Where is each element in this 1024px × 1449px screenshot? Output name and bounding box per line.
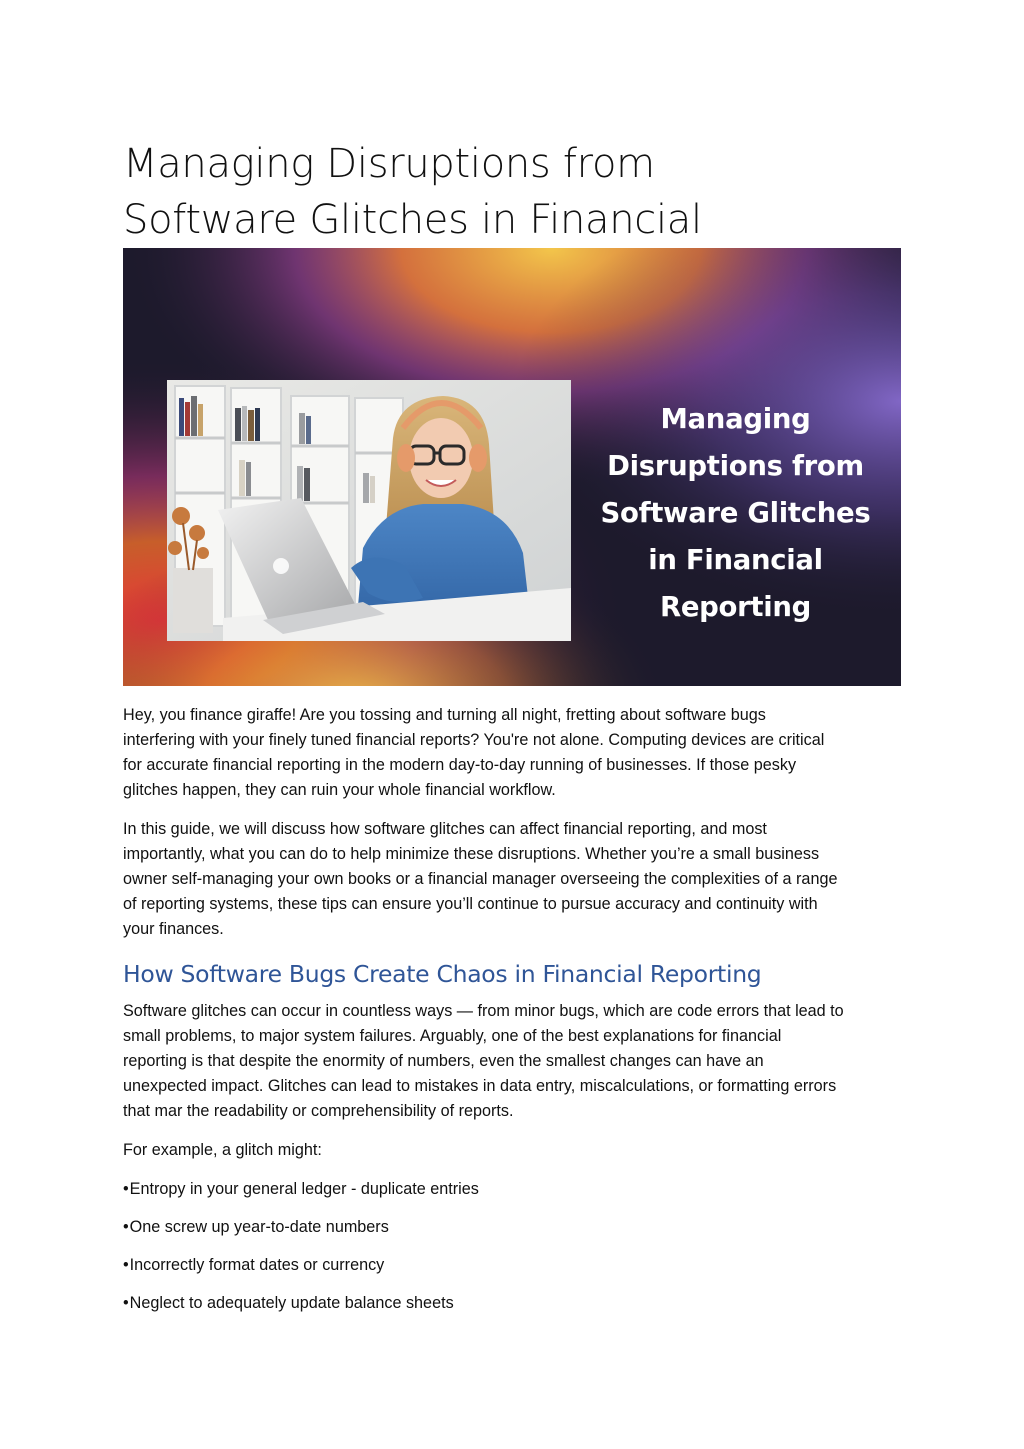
- list-item-text: One screw up year-to-date numbers: [129, 1218, 389, 1236]
- guide-line-1: In this guide, we will discuss how software glitches can affect financial reporting, and most: [123, 820, 767, 838]
- page-title: [123, 136, 901, 248]
- list-item-text: Entropy in your general ledger - duplicate entries: [129, 1180, 479, 1198]
- section-heading: How Software Bugs Create Chaos in Financial Reporting: [123, 960, 762, 988]
- hero-caption-line-3: Software Glitches: [600, 497, 871, 529]
- example-intro-line: For example, a glitch might:: [123, 1141, 322, 1159]
- bullet-icon: •: [123, 1294, 129, 1312]
- chaos-line-5: that mar the readability or comprehensibility of reports.: [123, 1102, 514, 1120]
- example-intro: [123, 1138, 901, 1163]
- bullet-icon: •: [123, 1256, 129, 1274]
- bullet-icon: •: [123, 1218, 129, 1236]
- list-item-text: Incorrectly format dates or currency: [129, 1256, 385, 1274]
- chaos-line-3: reporting is that despite the enormity of numbers, even the smallest changes can have an: [123, 1052, 764, 1070]
- chaos-line-4: unexpected impact. Glitches can lead to mistakes in data entry, miscalculations, or formatting errors: [123, 1077, 837, 1095]
- hero-caption-line-4: in Financial: [648, 544, 823, 576]
- hero-caption-line-1: Managing: [660, 403, 811, 435]
- page-title-line-1: Managing Disruptions from: [123, 141, 655, 187]
- list-item: [123, 1253, 384, 1278]
- intro-line-2: interfering with your finely tuned financial reports? You're not alone. Computing devices are critical: [123, 731, 825, 749]
- guide-line-3: owner self-managing your own books or a financial manager overseeing the complexities of a range: [123, 870, 838, 888]
- intro-paragraph: [123, 703, 901, 803]
- list-item: [123, 1215, 389, 1240]
- page-title-line-2: Software Glitches in Financial: [123, 197, 702, 243]
- list-item: [123, 1177, 479, 1202]
- bullet-icon: •: [123, 1180, 129, 1198]
- hero-caption-line-5: Reporting: [659, 591, 812, 623]
- chaos-paragraph: [123, 999, 901, 1124]
- hero-caption-line-2: Disruptions from: [607, 450, 864, 482]
- guide-line-2: importantly, what you can do to help minimize these disruptions. Whether you’re a small business: [123, 845, 820, 863]
- guide-line-4: of reporting systems, these tips can ensure you’ll continue to pursue accuracy and continuity with: [123, 895, 818, 913]
- hero-banner: [123, 248, 901, 686]
- intro-line-4: glitches happen, they can ruin your whole financial workflow.: [123, 781, 556, 799]
- guide-paragraph: [123, 817, 901, 942]
- woman-laptop-photo-icon: [167, 380, 571, 641]
- intro-line-1: Hey, you finance giraffe! Are you tossing and turning all night, fretting about software bugs: [123, 706, 766, 724]
- chaos-line-2: small problems, to major system failures. Arguably, one of the best explanations for financial: [123, 1027, 782, 1045]
- list-item: [123, 1291, 454, 1316]
- list-item-text: Neglect to adequately update balance sheets: [129, 1294, 454, 1312]
- guide-line-5: your finances.: [123, 920, 224, 938]
- intro-line-3: for accurate financial reporting in the modern day-to-day running of businesses. If those pesky: [123, 756, 797, 774]
- hero-caption: [578, 396, 893, 631]
- chaos-line-1: Software glitches can occur in countless ways — from minor bugs, which are code errors that lead to: [123, 1002, 844, 1020]
